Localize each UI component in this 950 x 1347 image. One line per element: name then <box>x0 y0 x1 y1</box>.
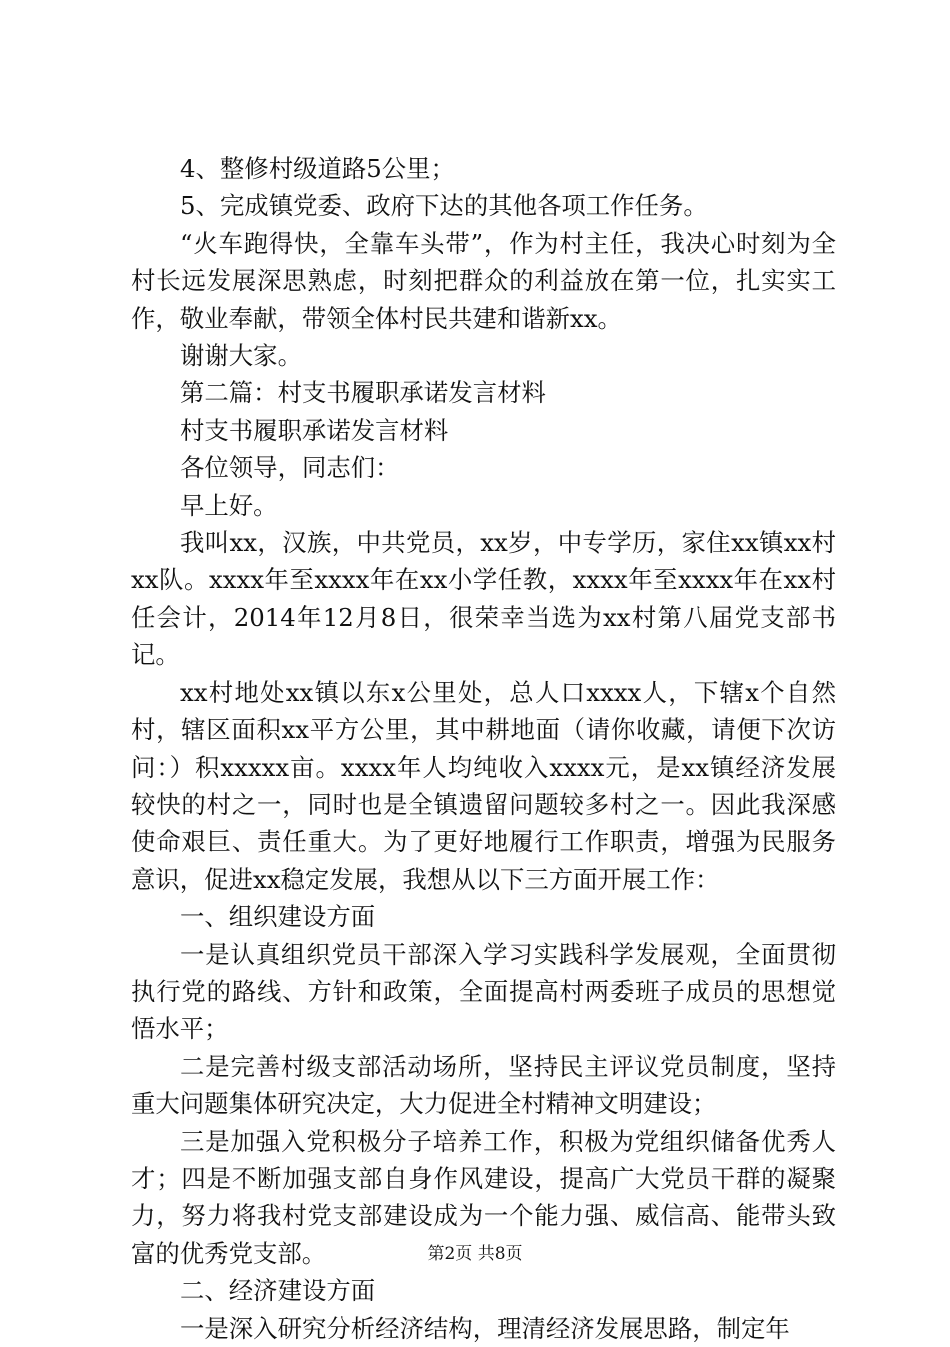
paragraph: xx村地处xx镇以东x公里处，总人口xxxx人，下辖x个自然村，辖区面积xx平方公里，其中耕地面（请你收藏，请便下次访问：）积xxxxx亩。xxxx年人均纯收入xxxx元，是xx镇经济发展较快的村之一，同时也是全镇遗留问题较多村之一。因此我深感使命艰巨、责任重大。为了更好地履行工作职责，增强为民服务意识，促进xx稳定发展，我想从以下三方面开展工作： <box>131 677 836 894</box>
paragraph: 一是深入研究分析经济结构，理清经济发展思路，制定年 <box>180 1313 790 1343</box>
paragraph: “火车跑得快，全靠车头带”，作为村主任，我决心时刻为全村长远发展深思熟虑，时刻把群众的利益放在第一位，扎实实工作，敬业奉献，带领全体村民共建和谐新xx。 <box>131 228 836 333</box>
paragraph: 4、整修村级道路5公里； <box>180 154 455 183</box>
paragraph: 二是完善村级支部活动场所，坚持民主评议党员制度，坚持重大问题集体研究决定，大力促进全村精神文明建设； <box>131 1051 836 1119</box>
document-body <box>131 150 836 1347</box>
paragraph: 谢谢大家。 <box>180 341 302 371</box>
salutation: 各位领导，同志们： <box>180 453 400 483</box>
section-heading: 第二篇：村支书履职承诺发言材料 <box>180 378 546 408</box>
paragraph: 三是加强入党积极分子培养工作，积极为党组织储备优秀人才；四是不断加强支部自身作风建设，提高广大党员干群的凝聚力，努力将我村党支部建设成为一个能力强、威信高、能带头致富的优秀党支部。 <box>131 1126 836 1268</box>
section-heading: 一、组织建设方面 <box>180 902 376 932</box>
page-number: 第2页 共8页 <box>427 1244 523 1264</box>
document-title: 村支书履职承诺发言材料 <box>180 415 449 445</box>
page-footer <box>0 1243 950 1265</box>
paragraph: 5、完成镇党委、政府下达的其他各项工作任务。 <box>180 191 708 221</box>
section-heading: 二、经济建设方面 <box>180 1276 376 1306</box>
paragraph: 一是认真组织党员干部深入学习实践科学发展观，全面贯彻执行党的路线、方针和政策，全面提高村两委班子成员的思想觉悟水平； <box>131 939 836 1044</box>
paragraph: 我叫xx，汉族，中共党员，xx岁，中专学历，家住xx镇xx村xx队。xxxx年至xxxx年在xx小学任教，xxxx年至xxxx年在xx村任会计，2014年12月8日，很荣幸当选为xx村第八届党支部书记。 <box>131 528 836 670</box>
greeting: 早上好。 <box>180 490 278 520</box>
